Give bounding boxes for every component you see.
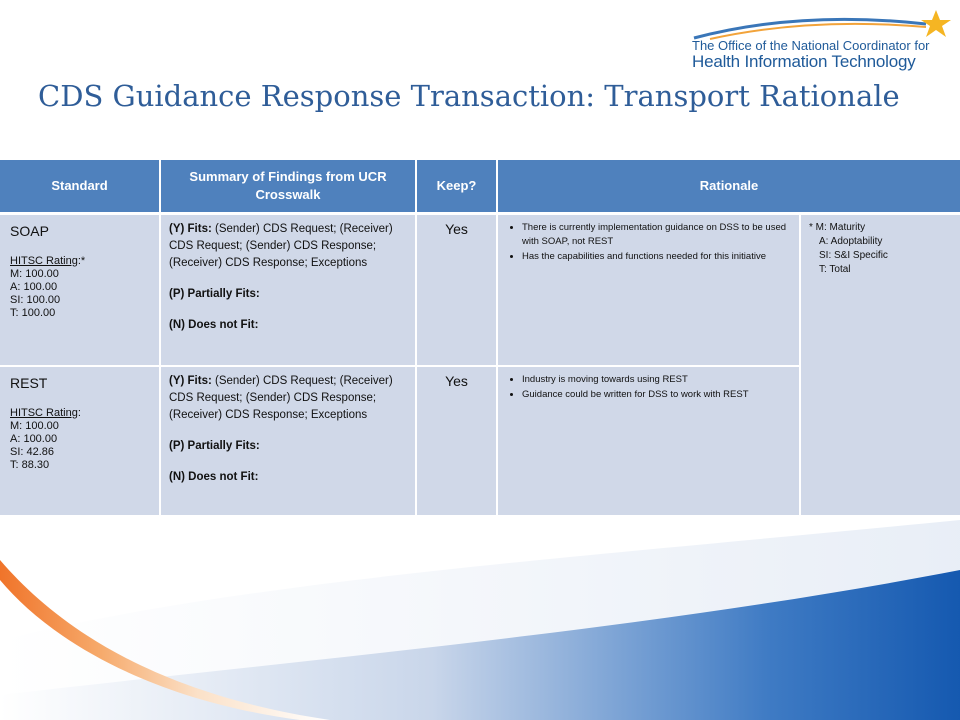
keep-cell: Yes	[416, 214, 497, 367]
header-rationale: Rationale	[497, 160, 960, 214]
findings-cell	[160, 214, 416, 367]
rating-label: HITSC Rating	[10, 407, 78, 419]
findings-cell	[160, 366, 416, 516]
partial-fits-label: (P) Partially Fits:	[169, 440, 260, 452]
rationale-item: • Industry is moving towards using REST	[522, 373, 791, 387]
rating-si-specific: SI: 100.00	[10, 294, 61, 306]
rationale-cell	[497, 366, 800, 516]
not-fit-label: (N) Does not Fit:	[169, 471, 259, 483]
rating-total: T: 100.00	[10, 307, 56, 319]
rating-adoptability: A: 100.00	[10, 433, 58, 445]
rating-suffix: :*	[77, 255, 86, 267]
onc-logo	[690, 8, 952, 70]
header-summary: Summary of Findings from UCR Crosswalk	[160, 160, 416, 214]
header-standard: Standard	[0, 160, 160, 214]
legend-note-cell	[800, 214, 960, 517]
fits-text: (Sender) CDS Request; (Receiver) CDS Request; (Sender) CDS Response; (Receiver) CDS Response; Exceptions	[169, 223, 393, 269]
legend-total: T: Total	[819, 264, 851, 275]
legend-maturity: * M: Maturity	[809, 222, 866, 233]
keep-cell: Yes	[416, 366, 497, 516]
standard-name: REST	[10, 375, 48, 391]
header-keep: Keep?	[416, 160, 497, 214]
page-title: CDS Guidance Response Transaction: Transport Rationale	[38, 79, 900, 113]
hitsc-rating	[10, 255, 151, 320]
rationale-item: • Guidance could be written for DSS to work with REST	[522, 388, 791, 402]
table-row-soap	[0, 214, 960, 367]
rationale-item: • Has the capabilities and functions needed for this initiative	[522, 250, 791, 264]
rating-maturity: M: 100.00	[10, 268, 59, 280]
rating-maturity: M: 100.00	[10, 420, 59, 432]
rating-adoptability: A: 100.00	[10, 281, 58, 293]
rating-label: HITSC Rating	[10, 255, 78, 267]
standard-name: SOAP	[10, 223, 49, 239]
rating-total: T: 88.30	[10, 459, 50, 471]
standard-cell	[0, 366, 160, 516]
rationale-item: • There is currently implementation guidance on DSS to be used with SOAP, not REST	[522, 221, 791, 249]
decorative-wave-background	[0, 520, 960, 720]
standard-cell	[0, 214, 160, 367]
fits-label: (Y) Fits:	[169, 375, 212, 387]
not-fit-label: (N) Does not Fit:	[169, 319, 259, 331]
rating-si-specific: SI: 42.86	[10, 446, 55, 458]
logo-line-2: Health Information Technology	[692, 52, 916, 71]
logo-line-1: The Office of the National Coordinator for	[692, 38, 930, 53]
fits-text: (Sender) CDS Request; (Receiver) CDS Request; (Sender) CDS Response; (Receiver) CDS Response; Exceptions	[169, 375, 393, 421]
legend-adoptability: A: Adoptability	[819, 236, 883, 247]
rationale-cell	[497, 214, 800, 367]
legend-si-specific: SI: S&I Specific	[819, 250, 888, 261]
transport-rationale-table	[0, 160, 960, 517]
table-header-row	[0, 160, 960, 214]
hitsc-rating	[10, 407, 151, 472]
fits-label: (Y) Fits:	[169, 223, 212, 235]
partial-fits-label: (P) Partially Fits:	[169, 288, 260, 300]
rating-suffix: :	[77, 407, 81, 419]
